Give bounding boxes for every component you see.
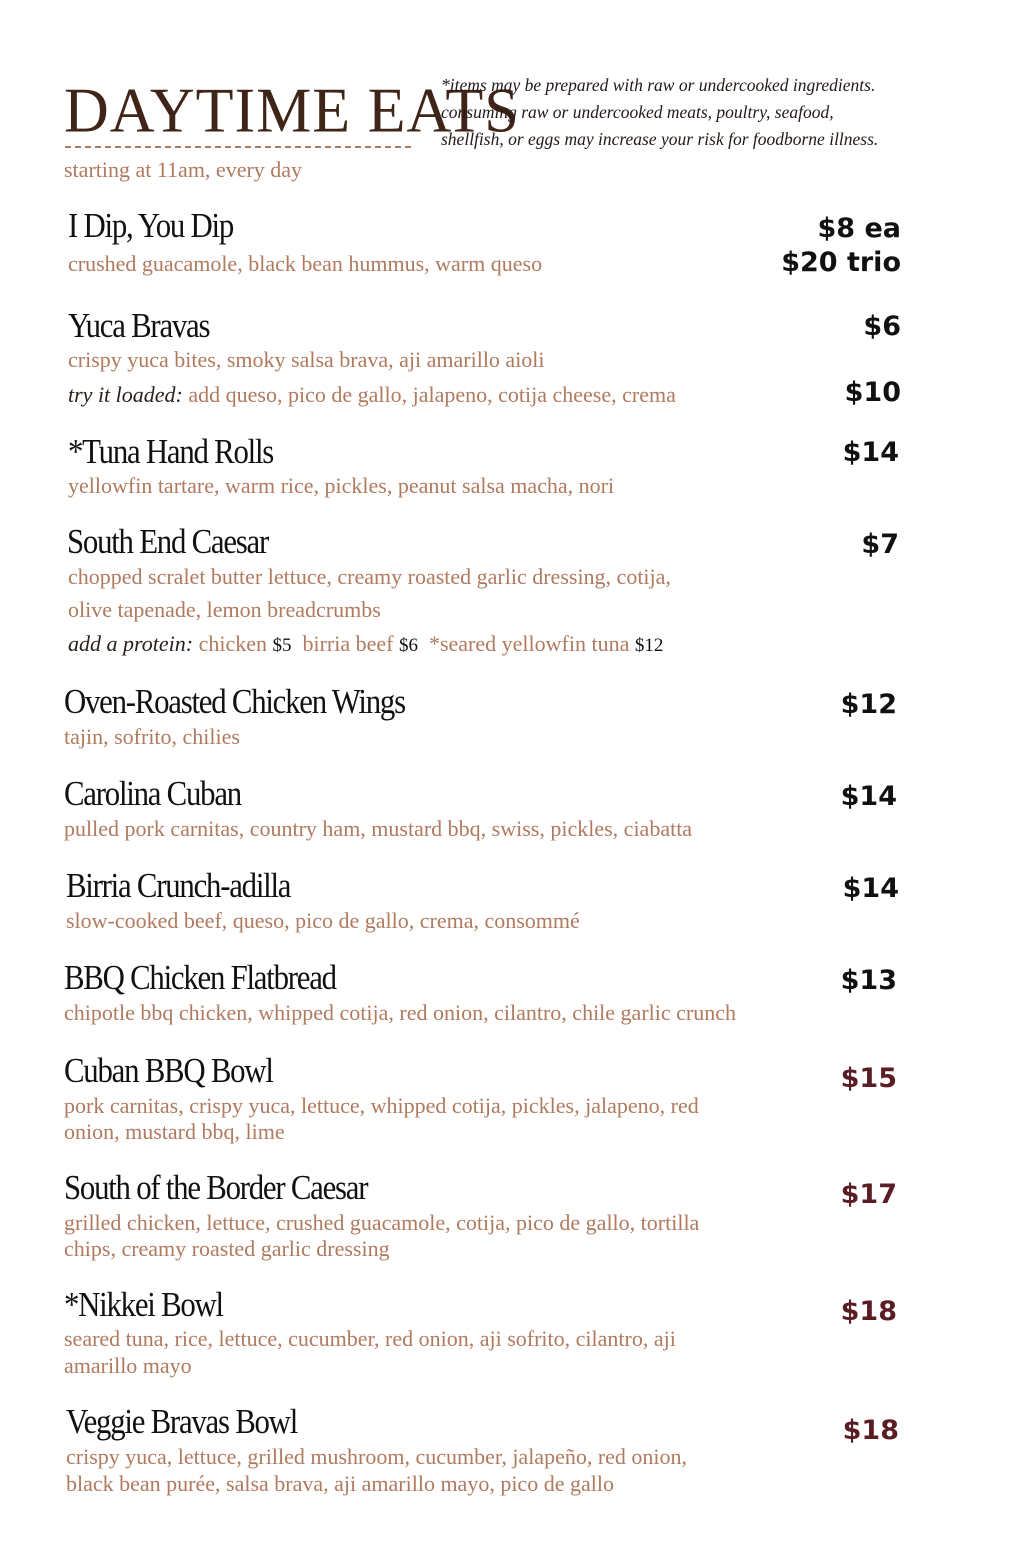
item-description: grilled chicken, lettuce, crushed guacamole, cotija, pico de gallo, tortilla	[64, 1210, 700, 1235]
item-name: *Nikkei Bowl	[64, 1285, 223, 1324]
item-description: pork carnitas, crispy yuca, lettuce, whipped cotija, pickles, jalapeno, red	[64, 1093, 699, 1118]
upgrade-text: add queso, pico de gallo, jalapeno, cotija cheese, crema	[182, 382, 676, 407]
title-divider	[65, 146, 411, 148]
price-each: $8 ea	[817, 213, 901, 244]
protein-options	[68, 630, 663, 659]
item-description: tajin, sofrito, chilies	[64, 724, 240, 749]
item-name: Carolina Cuban	[64, 774, 241, 813]
item-price: $14	[842, 437, 899, 468]
protein-option-price: $6	[398, 635, 418, 656]
item-description: crushed guacamole, black bean hummus, warm queso	[68, 251, 543, 276]
item-name: South End Caesar	[67, 522, 268, 561]
item-name: Birria Crunch-adilla	[66, 866, 291, 905]
item-description: slow-cooked beef, queso, pico de gallo, crema, consommé	[66, 908, 580, 933]
item-description: black bean purée, salsa brava, aji amarillo mayo, pico de gallo	[66, 1471, 614, 1496]
protein-option-label: *seared yellowfin tuna	[428, 631, 630, 656]
upgrade-price: $10	[844, 377, 901, 408]
item-description: olive tapenade, lemon breadcrumbs	[68, 597, 381, 622]
item-name: Cuban BBQ Bowl	[64, 1051, 273, 1090]
raw-food-disclaimer	[441, 72, 921, 153]
item-price: $17	[840, 1179, 897, 1210]
price-trio: $20 trio	[781, 247, 901, 278]
menu-subtitle: starting at 11am, every day	[64, 157, 303, 182]
protein-option-label: chicken	[198, 631, 267, 656]
disclaimer-line: consuming raw or undercooked meats, poultry, seafood,	[441, 102, 834, 122]
item-price: $6	[863, 311, 901, 342]
item-price: $15	[840, 1063, 897, 1094]
item-description: seared tuna, rice, lettuce, cucumber, red onion, aji sofrito, cilantro, aji	[64, 1326, 676, 1351]
item-name: Veggie Bravas Bowl	[66, 1402, 298, 1441]
item-description: chips, creamy roasted garlic dressing	[64, 1236, 390, 1261]
protein-lead: add a protein:	[68, 631, 194, 656]
item-description: yellowfin tartare, warm rice, pickles, peanut salsa macha, nori	[68, 473, 615, 498]
item-price: $12	[840, 689, 897, 720]
item-description: crispy yuca bites, smoky salsa brava, aji amarillo aioli	[68, 347, 545, 372]
item-price: $7	[861, 529, 899, 560]
protein-option-price: $5	[272, 635, 292, 656]
item-description: pulled pork carnitas, country ham, mustard bbq, swiss, pickles, ciabatta	[64, 816, 693, 841]
upgrade-lead: try it loaded:	[68, 382, 183, 407]
item-name: South of the Border Caesar	[64, 1168, 368, 1207]
item-price	[781, 212, 901, 280]
item-description: crispy yuca, lettuce, grilled mushroom, cucumber, jalapeño, red onion,	[66, 1444, 688, 1469]
item-name: *Tuna Hand Rolls	[68, 432, 274, 471]
item-price: $18	[842, 1415, 899, 1446]
item-name: I Dip, You Dip	[68, 206, 234, 245]
item-name: Yuca Bravas	[68, 306, 210, 345]
menu-title: DAYTIME EATS	[64, 76, 520, 146]
item-price: $14	[842, 873, 899, 904]
item-upgrade	[68, 381, 676, 408]
protein-option-price: $12	[634, 635, 664, 656]
item-price: $18	[840, 1296, 897, 1327]
protein-option-label: birria beef	[302, 631, 394, 656]
disclaimer-line: *items may be prepared with raw or undercooked ingredients.	[441, 75, 876, 95]
item-description: onion, mustard bbq, lime	[64, 1119, 285, 1144]
item-description: chipotle bbq chicken, whipped cotija, red onion, cilantro, chile garlic crunch	[64, 1000, 736, 1025]
item-price: $14	[840, 781, 897, 812]
disclaimer-line: shellfish, or eggs may increase your risk for foodborne illness.	[441, 129, 879, 149]
item-name: BBQ Chicken Flatbread	[64, 958, 336, 997]
item-description: chopped scralet butter lettuce, creamy roasted garlic dressing, cotija,	[68, 564, 671, 589]
item-price: $13	[840, 965, 897, 996]
item-name: Oven-Roasted Chicken Wings	[64, 682, 405, 721]
item-description: amarillo mayo	[64, 1353, 192, 1378]
